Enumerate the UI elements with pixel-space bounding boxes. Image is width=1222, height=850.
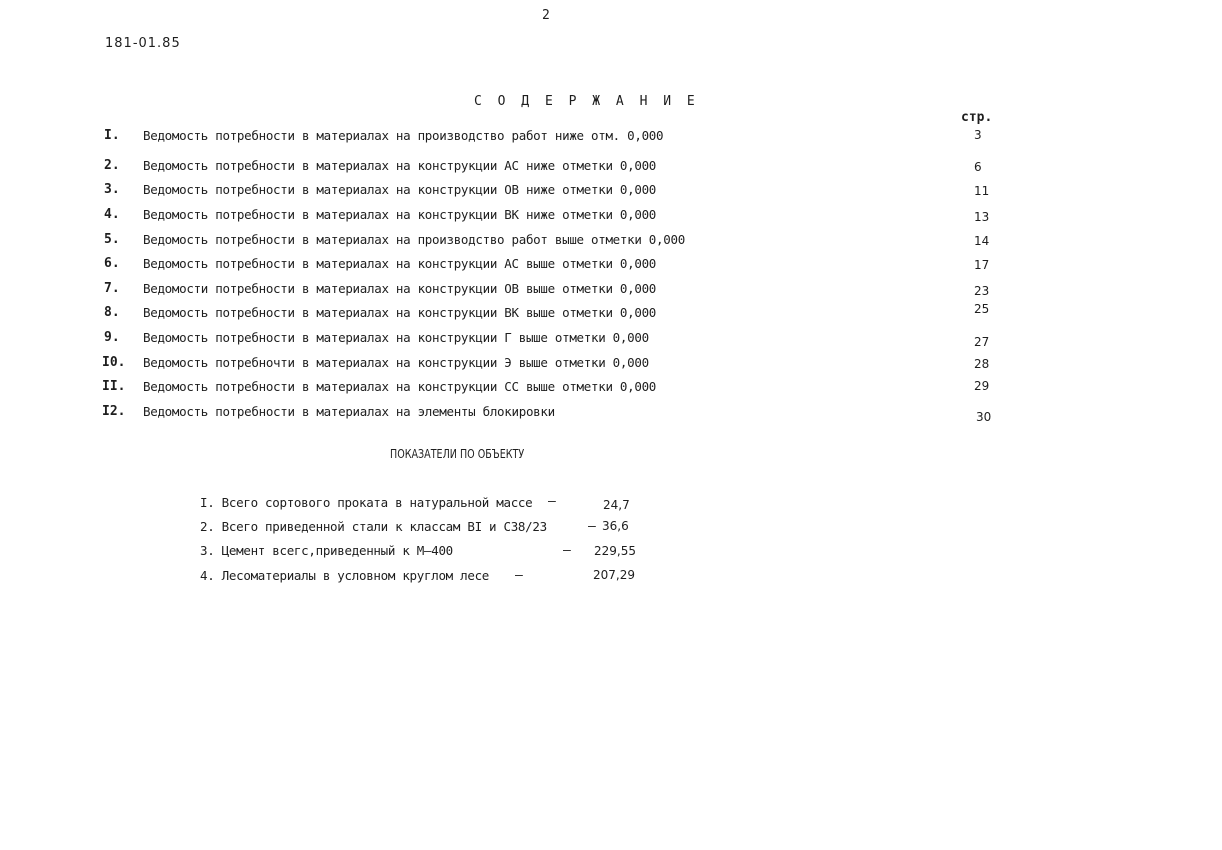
indicator-text: 3. Цемент всегс,приведенный к М–400 [200,543,453,558]
toc-item [0,404,1222,424]
toc-item-number: 4. [104,207,120,222]
toc-item-number: I2. [102,404,126,419]
toc-item-number: 7. [104,281,120,296]
page-column-header: стр. [961,110,993,125]
indicator-value: 36,6 [602,519,629,533]
toc-item-text: Ведомость потребности в материалах на конструкции ОВ ниже отметки 0,000 [143,182,657,197]
toc-item-page: 3 [974,128,982,142]
indicator-item [0,543,700,563]
toc-title: С О Д Е Р Ж А Н И Е [474,94,699,109]
toc-item-text: Ведомость потребности в материалах на конструкции ВК ниже отметки 0,000 [143,207,657,222]
indicator-dash: – [588,519,596,534]
toc-item-text: Ведомость потребности в материалах на производство работ ниже отм. 0,000 [143,128,664,143]
toc-item-page: 25 [974,302,990,316]
toc-item [0,128,1222,148]
indicator-value: 24,7 [603,498,630,512]
document-code: 181-01.85 [105,36,181,51]
toc-item-page: 30 [976,410,992,424]
indicator-text: 4. Лесоматериалы в условном круглом лесе [200,568,490,583]
toc-item-page: 11 [974,184,990,198]
indicator-value: 207,29 [593,568,635,582]
toc-item-text: Ведомость потребности в материалах на конструкции АС выше отметки 0,000 [143,256,657,271]
toc-item-text: Ведомость потребночти в материалах на конструкции Э выше отметки 0,000 [143,355,649,370]
indicator-item [0,519,700,539]
indicator-dash: – [563,543,571,558]
toc-item-number: I. [104,128,120,143]
toc-item-number: II. [102,379,126,394]
indicator-dash: – [515,568,523,583]
toc-item-text: Ведомость потребности в материалах на конструкции АС ниже отметки 0,000 [143,158,657,173]
toc-item-number: 2. [104,158,120,173]
toc-item-text: Ведомость потребности в материалах на производство работ выше отметки 0,000 [143,232,685,247]
toc-item [0,302,1222,325]
toc-item [0,256,1222,276]
toc-item-page: 23 [974,284,990,298]
toc-item [0,355,1222,375]
toc-item-number: I0. [102,355,126,370]
indicators-title: ПОКАЗАТЕЛИ ПО ОБЪЕКТУ [390,446,525,461]
toc-item [0,281,1222,301]
toc-item-page: 28 [974,357,990,371]
toc-item [0,182,1222,202]
toc-item-number: 9. [104,330,120,345]
toc-item-text: Ведомость потребности в материалах на конструкции СС выше отметки 0,000 [143,379,657,394]
indicator-dash: – [548,494,556,509]
toc-item [0,158,1222,178]
indicator-item [0,568,700,588]
indicator-text: I. Всего сортового проката в натуральной массе [200,495,533,510]
toc-item-text: Ведомости потребности в материалах на конструкции ОВ выше отметки 0,000 [143,281,657,296]
toc-item [0,232,1222,252]
toc-item-page: 13 [974,210,990,224]
toc-item-page: 29 [974,379,990,393]
toc-item-number: 8. [104,305,120,320]
toc-item-text: Ведомость потребности в материалах на конструкции ВК выше отметки 0,000 [143,305,657,320]
toc-item-text: Ведомость потребности в материалах на элементы блокировки [143,404,555,419]
toc-item-page: 14 [974,234,990,248]
toc-item [0,379,1222,399]
toc-item-page: 17 [974,258,990,272]
toc-item-page: 6 [974,160,982,174]
toc-item-number: 3. [104,182,120,197]
indicator-text: 2. Всего приведенной стали к классам ВI и С38/23 [200,519,547,534]
toc-item-number: 5. [104,232,120,247]
toc-item [0,207,1222,227]
indicator-value: 229,55 [594,544,636,558]
toc-item-number: 6. [104,256,120,271]
indicator-item [0,495,700,515]
page-number: 2 [542,8,550,23]
toc-item [0,330,1222,350]
toc-item-text: Ведомость потребности в материалах на конструкции Г выше отметки 0,000 [143,330,649,345]
toc-item-page: 27 [974,335,990,349]
